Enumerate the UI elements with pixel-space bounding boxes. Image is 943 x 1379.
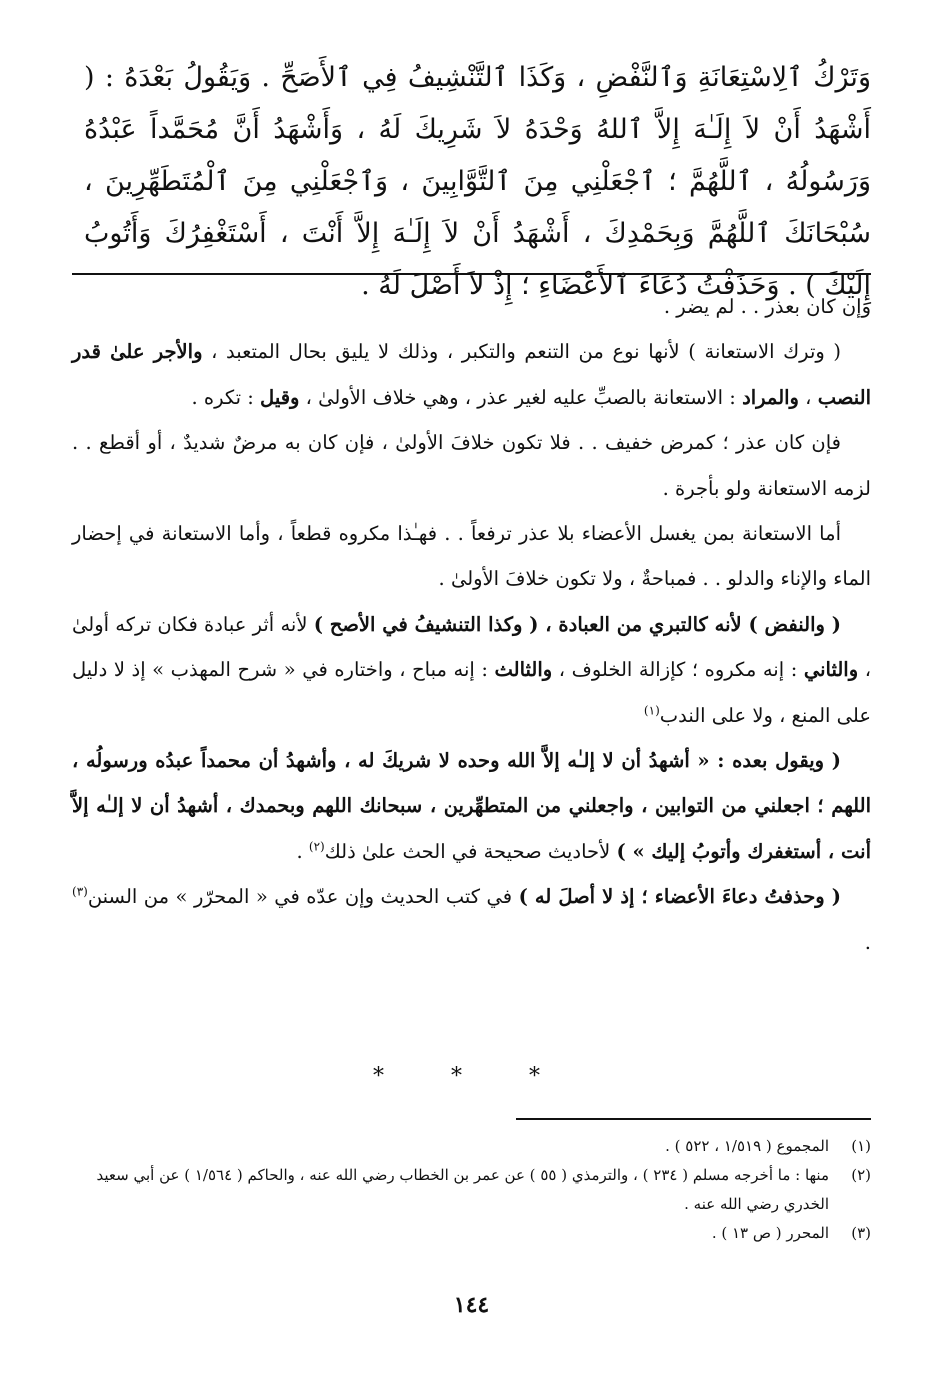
bold-term: والثالث <box>494 658 553 682</box>
text-run: : إنه مباح ، واختاره في « شرح المهذب » إذ لا دليل على المنع ، ولا على الندب <box>72 658 871 727</box>
commentary-paragraph <box>72 738 871 874</box>
footnote-item <box>72 1132 871 1161</box>
bold-term: ( وكذا التنشيفُ في الأصح ) <box>313 612 539 636</box>
commentary-paragraph <box>72 602 871 738</box>
text-run: : إنه مكروه ؛ كإزالة الخلوف ، <box>552 658 804 682</box>
footnote-text: منها : ما أخرجه مسلم ( ٢٣٤ ) ، والترمذي ( ٥٥ ) عن عمر بن الخطاب رضي الله عنه ، والحاكم ( ١/٥٦٤ ) عن أبي سعيد الخدري رضي الله عنه . <box>96 1166 829 1213</box>
bold-term: ( والنفض ) لأنه كالتبري من العبادة ، <box>538 612 841 636</box>
bold-term: والمراد <box>742 385 799 409</box>
text-run: : الاستعانة بالصبِّ عليه لغير عذر ، وهي خلاف الأولىٰ ، <box>299 385 743 409</box>
text-run: ( وترك الاستعانة ) لأنها نوع من التنعم والتكبر ، وذلك لا يليق بحال المتعبد ، <box>202 340 841 364</box>
page-number: ١٤٤ <box>453 1292 490 1318</box>
commentary-paragraph <box>72 329 871 420</box>
bold-term: والأجر علىٰ قدر النصب <box>72 340 871 409</box>
bold-term: وقيل <box>260 385 300 409</box>
text-run: لأحاديث صحيحة في الحث علىٰ ذلك <box>324 839 617 863</box>
commentary-text <box>72 284 871 965</box>
main-text-paragraph: وَتَرْكُ ٱلِاسْتِعَانَةِ وَٱلنَّفْضِ ، وَكَذَا ٱلتَّنْشِيفُ فِي ٱلأَصَحِّ . وَيَقُولُ بَعْدَهُ : ( أَشْهَدُ أَنْ لاَ إِلَـٰهَ إِلاَّ ٱللهُ وَحْدَهُ لاَ شَرِيكَ لَهُ ، وَأَشْهَدُ أَنَّ مُحَمَّداً عَبْدُهُ وَرَسُولُهُ ، ٱللَّهُمَّ ؛ ٱجْعَلْنِي مِنَ ٱلتَّوَّابِينَ ، وَٱجْعَلْنِي مِنَ ٱلْمُتَطَهِّرِينَ ، سُبْحَانَكَ ٱللَّهُمَّ وَبِحَمْدِكَ ، أَشْهَدُ أَنْ لاَ إِلَـٰهَ إِلاَّ أَنْتَ ، أَسْتَغْفِرُكَ وَأَتُوبُ إِلَيْكَ ) . وَحَذَفْتُ دُعَاءَ ٱلأَعْضَاءِ ؛ إِذْ لاَ أَصْلَ لَهُ . <box>84 62 871 301</box>
text-run: في كتب الحديث وإن عدّه في « المحرّر » من السنن <box>87 885 519 909</box>
text-run: لأنه أثر عبادة فكان تركه أولىٰ ، <box>72 612 871 682</box>
footnote-marker[interactable]: (٢) <box>308 839 325 854</box>
text-run: : تكره . <box>191 385 261 409</box>
section-divider-stars: * * * <box>373 1064 570 1089</box>
footnote-number: (٢) <box>851 1166 871 1184</box>
footnote-item <box>72 1161 871 1219</box>
footnote-text: المحرر ( ص ١٣ ) . <box>711 1224 829 1242</box>
footnotes <box>72 1132 871 1248</box>
footnote-item <box>72 1219 871 1248</box>
bold-term: ( ويقول بعده : « أشهدُ أن لا إلـٰه إلاَّ الله وحده لا شريكَ له ، وأشهدُ أن محمداً عبدُه ورسولُه ، اللهم ؛ اجعلني من التوابين ، واجعلني من المتطهِّرين ، سبحانك اللهم وبحمدك ، أشهدُ أن لا إلـٰه إلاَّ أنت ، أستغفرك وأتوبُ إليك » ) <box>72 749 871 863</box>
footnote-marker[interactable]: (٣) <box>72 884 88 899</box>
commentary-paragraph: أما الاستعانة بمن يغسل الأعضاء بلا عذر ترفعاً . . فهـٰذا مكروه قطعاً ، وأما الاستعانة في إحضار الماء والإناء والدلو . . فمباحةٌ ، ولا تكون خلافَ الأولىٰ . <box>72 522 871 591</box>
footnote-number: (٣) <box>851 1224 871 1242</box>
text-run: . <box>296 839 309 863</box>
commentary-paragraph <box>72 874 871 965</box>
footnote-marker[interactable]: (١) <box>643 703 660 718</box>
text-run: . <box>864 930 871 954</box>
footnote-separator <box>516 1118 871 1120</box>
commentary-paragraph: فإن كان عذر ؛ كمرض خفيف . . فلا تكون خلافَ الأولىٰ ، فإن كان به مرضٌ شديدٌ ، أو أقطع . . لزمه الاستعانة ولو بأجرة . <box>72 431 871 500</box>
bold-term: والثاني <box>803 658 859 682</box>
commentary-paragraph: وإن كان بعذر . . لم يضر . <box>663 295 871 318</box>
footnote-text: المجموع ( ١/٥١٩ ، ٥٢٢ ) . <box>665 1137 829 1155</box>
footnote-number: (١) <box>851 1137 871 1155</box>
bold-term: ( وحذفتُ دعاءَ الأعضاء ؛ إذ لا أصلَ له ) <box>518 885 841 909</box>
separator-line <box>72 273 871 275</box>
text-run: ، <box>798 385 818 409</box>
